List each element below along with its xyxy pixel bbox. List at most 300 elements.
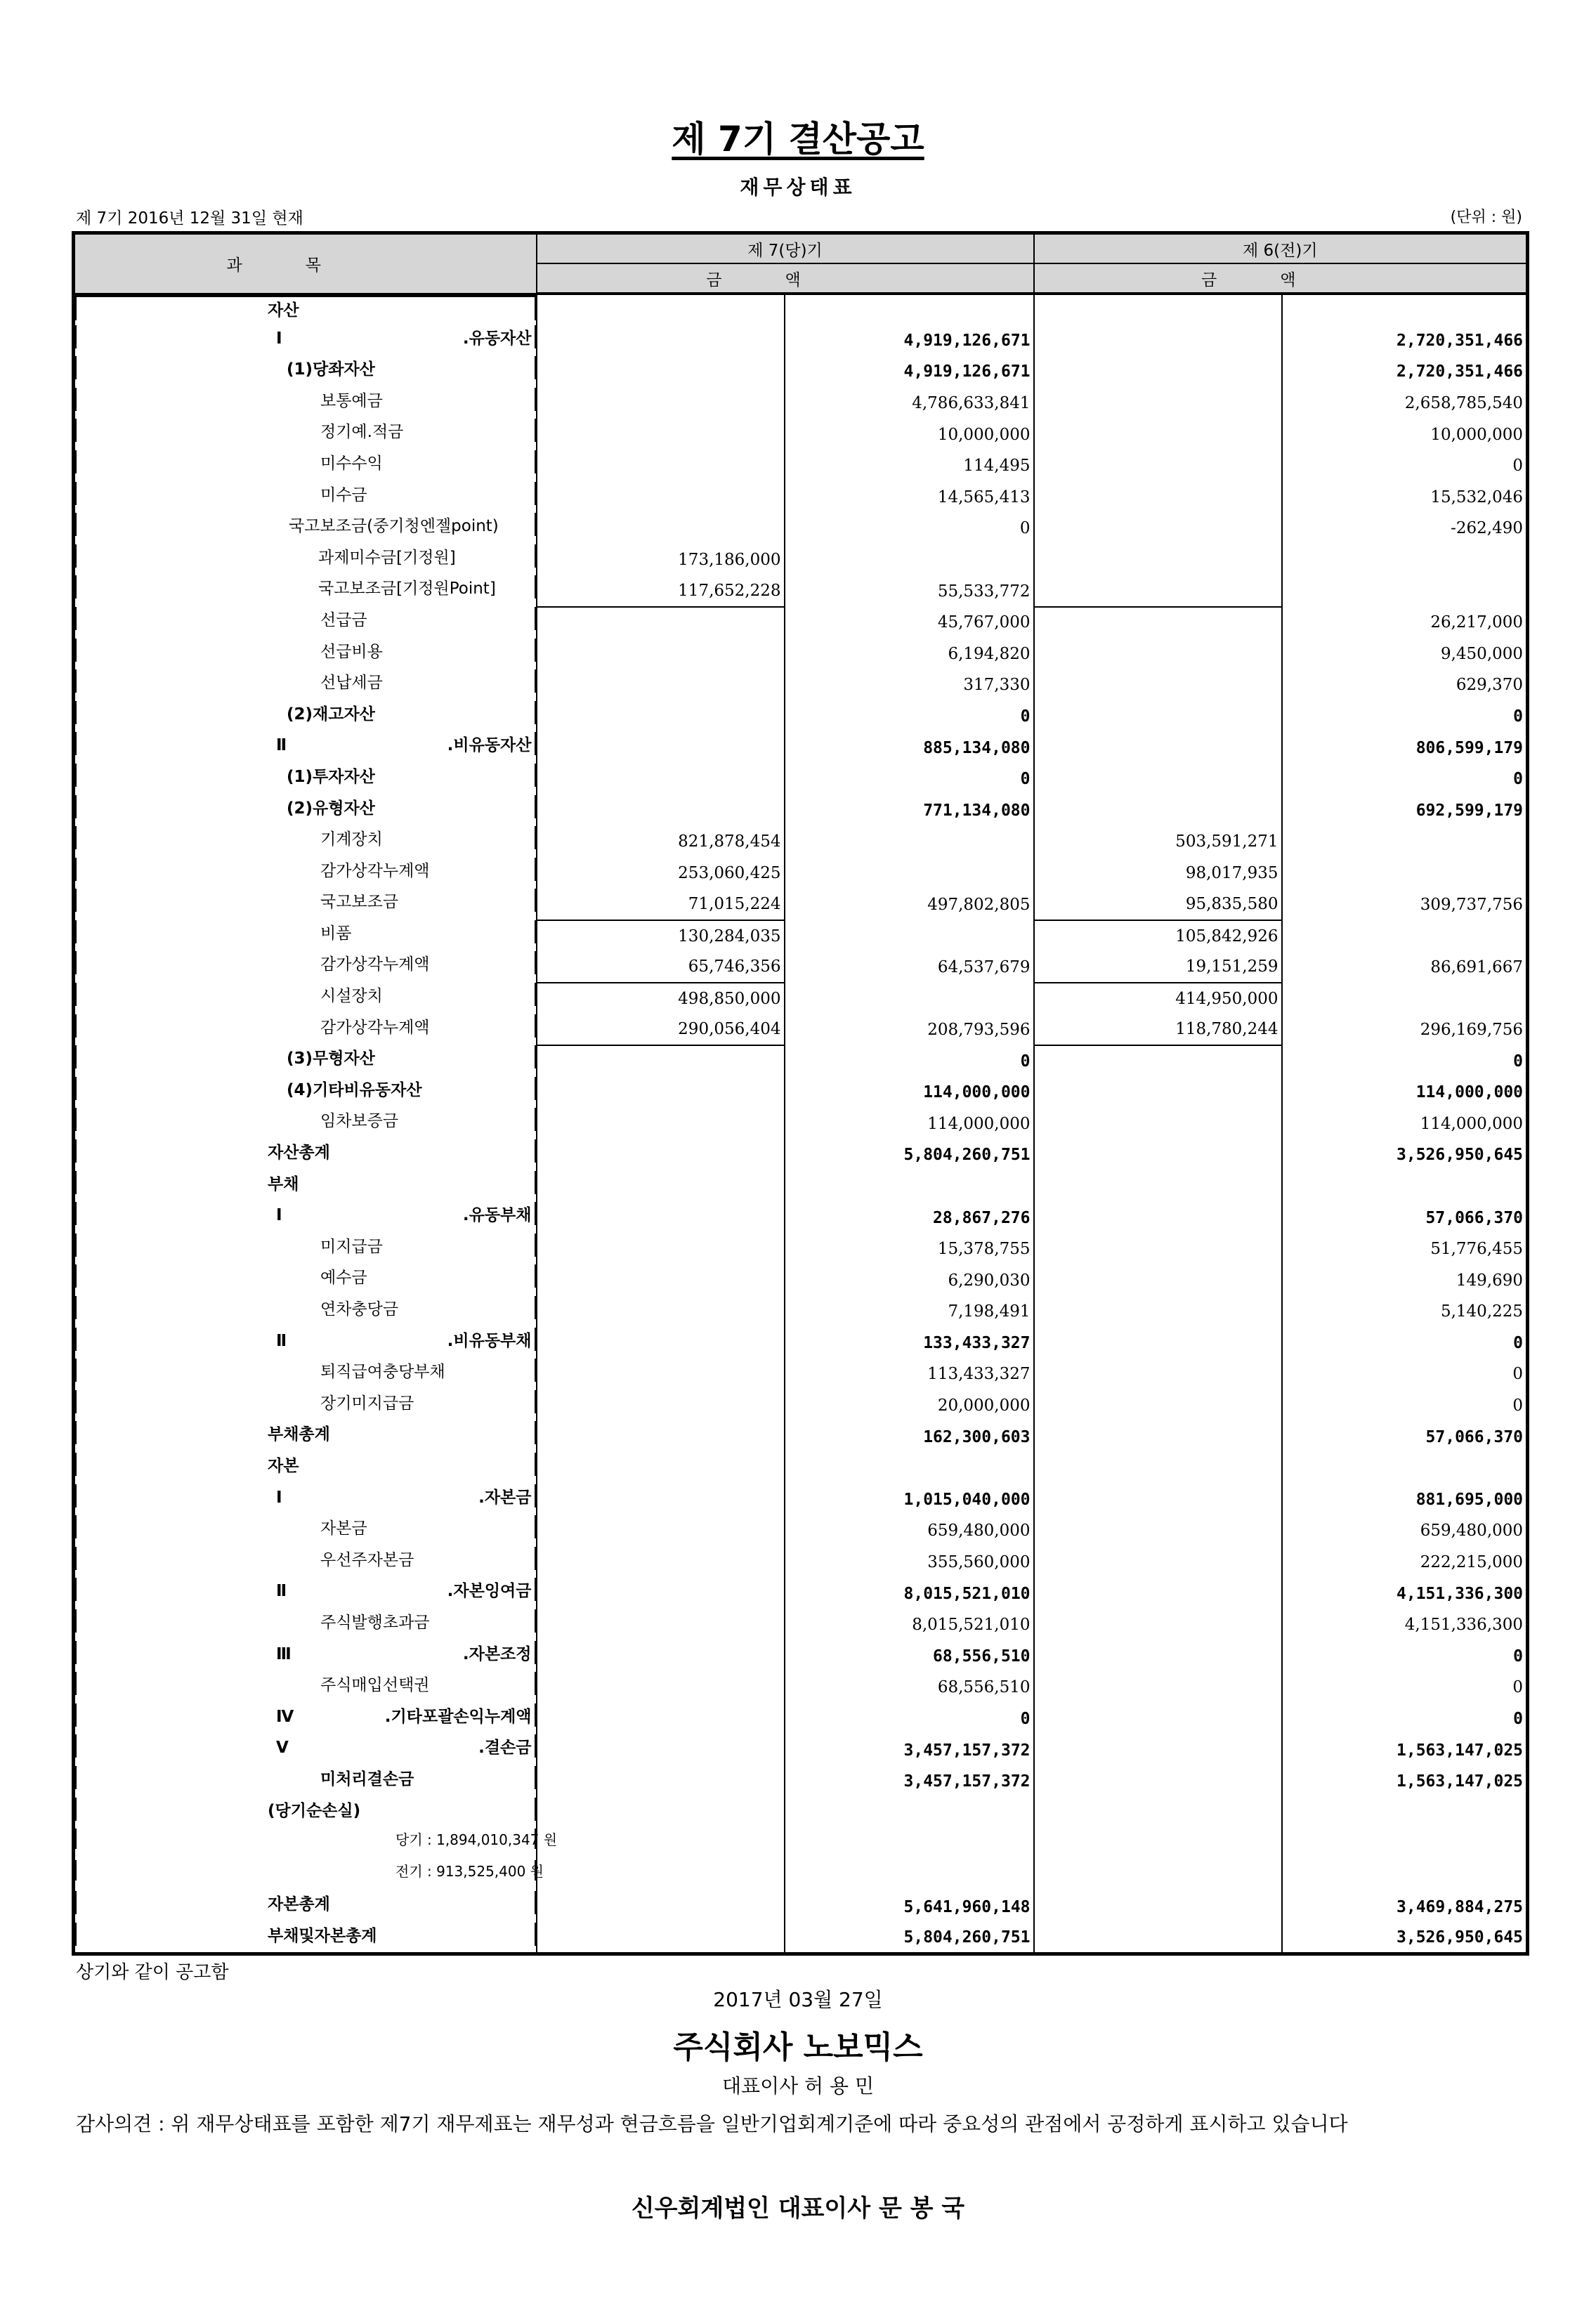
account-label: (3)무형자산 [287, 1049, 375, 1068]
account-label-cell [75, 1578, 536, 1601]
table-row [74, 1641, 1528, 1673]
amount-c1 [537, 1860, 785, 1892]
account-label-cell [75, 1923, 536, 1946]
amount-c2: 10,000,000 [785, 419, 1034, 450]
amount-p2: 881,695,000 [1282, 1484, 1528, 1516]
amount-c1: 65,746,356 [537, 951, 785, 983]
amount-p1 [1034, 1547, 1282, 1578]
account-label-cell [75, 795, 536, 818]
account-label-cell [75, 732, 536, 755]
amount-c1: 173,186,000 [537, 544, 785, 576]
amount-p2: 0 [1282, 1045, 1528, 1077]
table-row [74, 356, 1528, 388]
amount-c2: 45,767,000 [785, 607, 1034, 639]
amount-p1 [1034, 1609, 1282, 1641]
amount-c2: 8,015,521,010 [785, 1578, 1034, 1609]
account-label: 감가상각누계액 [320, 1018, 430, 1037]
amount-p1 [1034, 1108, 1282, 1139]
account-label-cell [75, 1703, 536, 1727]
amount-p2: 2,658,785,540 [1282, 388, 1528, 419]
table-row [74, 482, 1528, 514]
table-row [74, 1139, 1528, 1171]
table-row [74, 826, 1528, 858]
account-label: 주식매입선택권 [320, 1676, 430, 1695]
amount-c2: 8,015,521,010 [785, 1609, 1034, 1641]
amount-p1 [1034, 1171, 1282, 1203]
amount-p2: -262,490 [1282, 513, 1528, 544]
amount-c1 [537, 1703, 785, 1735]
table-row [74, 951, 1528, 983]
amount-c2: 0 [785, 513, 1034, 544]
amount-c1: 130,284,035 [537, 920, 785, 952]
table-row [74, 1328, 1528, 1359]
account-label: (4)기타비유동자산 [287, 1080, 422, 1099]
amount-c2 [785, 1171, 1034, 1203]
account-label-cell [75, 450, 536, 473]
table-row [74, 388, 1528, 419]
account-label-cell [75, 1860, 544, 1880]
amount-p2: 51,776,455 [1282, 1234, 1528, 1265]
table-row [74, 1045, 1528, 1077]
notice-note: 상기와 같이 공고함 [76, 1962, 229, 1983]
account-label: 선급비용 [320, 642, 383, 661]
amount-p1 [1034, 1578, 1282, 1609]
amount-c1 [537, 1734, 785, 1766]
amount-c1 [537, 450, 785, 482]
table-row [74, 325, 1528, 357]
amount-p2: 57,066,370 [1282, 1421, 1528, 1453]
amount-c2: 113,433,327 [785, 1359, 1034, 1390]
amount-c2: 133,433,327 [785, 1328, 1034, 1359]
table-row [74, 764, 1528, 795]
account-label-cell [75, 1171, 536, 1194]
account-label: 정기예.적금 [320, 423, 404, 442]
account-label-cell [75, 1641, 536, 1664]
amount-p2: 3,526,950,645 [1282, 1139, 1528, 1171]
amount-p1: 503,591,271 [1034, 826, 1282, 858]
unit-label: (단위 : 원) [1450, 209, 1522, 226]
account-label-cell [75, 669, 536, 693]
amount-p1 [1034, 1077, 1282, 1108]
table-row [74, 1578, 1528, 1609]
account-label-cell [75, 1390, 536, 1413]
notice-date: 2017년 03월 27일 [713, 1988, 883, 2011]
amount-c2: 4,919,126,671 [785, 356, 1034, 388]
account-label: 선급금 [320, 610, 367, 629]
amount-p1 [1034, 1860, 1282, 1892]
amount-p2 [1282, 575, 1528, 607]
amount-p2: 2,720,351,466 [1282, 325, 1528, 357]
account-label: 국고보조금 [320, 893, 399, 912]
amount-c2: 28,867,276 [785, 1202, 1034, 1234]
header-item: 과목 [74, 233, 537, 294]
amount-c1 [537, 639, 785, 670]
amount-c2: 208,793,596 [785, 1014, 1034, 1046]
account-label: 퇴직급여충당부채 [320, 1363, 445, 1382]
account-label: Ⅴ.결손금 [276, 1739, 532, 1758]
period-date: 제 7기 2016년 12월 31일 현재 [76, 209, 303, 228]
account-label: 장기미지급금 [320, 1394, 414, 1413]
account-label-cell [75, 764, 536, 787]
amount-p2: 5,140,225 [1282, 1296, 1528, 1328]
account-label: Ⅳ.기타포괄손익누계액 [276, 1707, 532, 1726]
account-label: 당기 : 1,894,010,347 원 [395, 1831, 558, 1849]
amount-p2: 629,370 [1282, 669, 1528, 701]
header-current-amount: 금액 [537, 263, 1034, 294]
table-row [74, 1734, 1528, 1766]
amount-c2: 0 [785, 701, 1034, 733]
amount-p1 [1034, 356, 1282, 388]
amount-c2: 317,330 [785, 669, 1034, 701]
account-label: 보통예금 [320, 391, 383, 410]
amount-c1 [537, 1234, 785, 1265]
account-label: 자산총계 [268, 1144, 330, 1163]
account-label-cell [75, 1359, 536, 1382]
amount-p2 [1282, 983, 1528, 1014]
amount-c1 [537, 1296, 785, 1328]
account-label-cell [75, 1108, 536, 1131]
account-label-cell [75, 1515, 536, 1538]
amount-c1: 498,850,000 [537, 983, 785, 1014]
amount-p2: 149,690 [1282, 1264, 1528, 1296]
amount-p2: 0 [1282, 1703, 1528, 1735]
amount-c1 [537, 419, 785, 450]
account-label: 미처리결손금 [320, 1770, 414, 1788]
amount-p1 [1034, 639, 1282, 670]
amount-c2: 0 [785, 764, 1034, 795]
amount-c1 [537, 607, 785, 639]
account-label: 선납세금 [320, 674, 383, 693]
amount-c2: 114,000,000 [785, 1077, 1034, 1108]
account-label: Ⅰ.유동부채 [276, 1206, 532, 1225]
amount-p1: 98,017,935 [1034, 858, 1282, 889]
amount-c2: 162,300,603 [785, 1421, 1034, 1453]
account-label: 우선주자본금 [320, 1550, 414, 1569]
table-row [74, 450, 1528, 482]
account-label-cell [75, 1234, 536, 1257]
amount-c1 [537, 1202, 785, 1234]
amount-p1 [1034, 1766, 1282, 1798]
amount-c1 [537, 1798, 785, 1829]
amount-p2: 0 [1282, 1390, 1528, 1422]
amount-c1: 71,015,224 [537, 889, 785, 920]
account-label: 주식발행초과금 [320, 1613, 430, 1632]
amount-p1 [1034, 1421, 1282, 1453]
amount-c1 [537, 356, 785, 388]
amount-c1 [537, 764, 785, 795]
account-label: 연차충당금 [320, 1300, 399, 1319]
table-row [74, 1171, 1528, 1203]
amount-p1 [1034, 1641, 1282, 1673]
amount-p1 [1034, 701, 1282, 733]
amount-c1: 117,652,228 [537, 575, 785, 607]
table-row [74, 419, 1528, 450]
account-label-cell [75, 983, 536, 1006]
amount-p1 [1034, 1234, 1282, 1265]
table-row [74, 983, 1528, 1014]
amount-c2: 68,556,510 [785, 1672, 1034, 1703]
table-row [74, 513, 1528, 544]
account-label: 자산 [268, 301, 299, 320]
amount-p2: 3,469,884,275 [1282, 1891, 1528, 1923]
amount-p2 [1282, 920, 1528, 952]
amount-c1 [537, 1641, 785, 1673]
amount-p1 [1034, 1296, 1282, 1328]
table-row [74, 1672, 1528, 1703]
account-label: 과제미수금[기정원] [318, 548, 456, 567]
balance-sheet-table [72, 231, 1529, 1956]
header-prior-period: 제 6(전)기 [1034, 233, 1528, 264]
amount-c1 [537, 1077, 785, 1108]
amount-p1 [1034, 325, 1282, 357]
amount-c2 [785, 920, 1034, 952]
account-label-cell [75, 1421, 536, 1444]
amount-c2: 659,480,000 [785, 1515, 1034, 1547]
amount-c2: 6,194,820 [785, 639, 1034, 670]
amount-c1 [537, 388, 785, 419]
account-label: 국고보조금[기정원Point] [318, 580, 496, 598]
amount-p2: 0 [1282, 1641, 1528, 1673]
amount-p1 [1034, 607, 1282, 639]
amount-c1 [537, 1108, 785, 1139]
amount-p2: 0 [1282, 1328, 1528, 1359]
account-label: 부채 [268, 1175, 299, 1193]
amount-p2: 0 [1282, 1359, 1528, 1390]
amount-p2 [1282, 1171, 1528, 1203]
amount-p1: 118,780,244 [1034, 1014, 1282, 1046]
account-label: 자본총계 [268, 1895, 330, 1914]
amount-c1: 821,878,454 [537, 826, 785, 858]
account-label-cell [75, 1547, 536, 1570]
amount-p1 [1034, 450, 1282, 482]
amount-c1 [537, 1453, 785, 1484]
amount-c2: 5,641,960,148 [785, 1891, 1034, 1923]
table-row [74, 701, 1528, 733]
table-row [74, 1014, 1528, 1046]
account-label-cell [75, 639, 536, 662]
account-label-cell [75, 513, 536, 536]
account-label: Ⅲ.자본조정 [276, 1644, 532, 1663]
account-label: Ⅰ.유동자산 [276, 329, 532, 348]
account-label: 부채및자본총계 [268, 1926, 377, 1945]
account-label-cell [75, 1609, 536, 1633]
amount-c1 [537, 1421, 785, 1453]
amount-p1 [1034, 1453, 1282, 1484]
table-row [74, 795, 1528, 827]
account-label: (2)재고자산 [287, 705, 375, 724]
amount-p1 [1034, 1891, 1282, 1923]
table-row [74, 1484, 1528, 1516]
table-row [74, 544, 1528, 576]
table-row [74, 1359, 1528, 1390]
amount-p1 [1034, 1798, 1282, 1829]
amount-c2: 497,802,805 [785, 889, 1034, 920]
amount-p2: 0 [1282, 764, 1528, 795]
amount-c2: 3,457,157,372 [785, 1766, 1034, 1798]
account-label: 국고보조금(중기청엔젤point) [289, 517, 499, 536]
amount-p2: 9,450,000 [1282, 639, 1528, 670]
amount-c1: 253,060,425 [537, 858, 785, 889]
table-row [74, 1077, 1528, 1108]
amount-c1 [537, 732, 785, 764]
account-label-cell [75, 325, 536, 348]
account-label-cell [75, 1484, 536, 1507]
amount-c1 [537, 1609, 785, 1641]
amount-c1 [537, 1484, 785, 1516]
header-prior-amount: 금액 [1034, 263, 1528, 294]
amount-c2: 14,565,413 [785, 482, 1034, 514]
amount-p1: 19,151,259 [1034, 951, 1282, 983]
amount-p1: 95,835,580 [1034, 889, 1282, 920]
amount-c1 [537, 1672, 785, 1703]
amount-c2: 5,804,260,751 [785, 1923, 1034, 1954]
table-row [74, 1108, 1528, 1139]
account-label: Ⅱ.비유동자산 [276, 736, 532, 755]
table-row [74, 1923, 1528, 1954]
amount-c1 [537, 294, 785, 325]
amount-c1 [537, 1547, 785, 1578]
account-label-cell [75, 701, 536, 724]
account-label-cell [75, 889, 536, 912]
amount-c1 [537, 795, 785, 827]
amount-c2 [785, 983, 1034, 1014]
amount-p1 [1034, 1390, 1282, 1422]
ceo-name: 대표이사 허 용 민 [721, 2074, 875, 2098]
account-label: 미수수익 [320, 454, 383, 473]
amount-c2 [785, 1829, 1034, 1860]
amount-p1 [1034, 294, 1282, 325]
table-row [74, 1766, 1528, 1798]
amount-c2: 114,495 [785, 450, 1034, 482]
company-name: 주식회사 노보믹스 [673, 2029, 923, 2065]
table-row [74, 1390, 1528, 1422]
amount-c2 [785, 1798, 1034, 1829]
amount-c2: 6,290,030 [785, 1264, 1034, 1296]
account-label: (2)유형자산 [287, 799, 375, 818]
table-row [74, 1515, 1528, 1547]
amount-p1 [1034, 1829, 1282, 1860]
amount-p1 [1034, 1264, 1282, 1296]
table-row [74, 1202, 1528, 1234]
account-label-cell [75, 1045, 536, 1068]
amount-p1 [1034, 1139, 1282, 1171]
amount-p1 [1034, 575, 1282, 607]
amount-c1 [537, 482, 785, 514]
page-title: 제 7기 결산공고 [672, 119, 924, 159]
amount-p2: 1,563,147,025 [1282, 1766, 1528, 1798]
account-label: 감가상각누계액 [320, 955, 430, 974]
account-label-cell [75, 294, 536, 320]
amount-p2 [1282, 1829, 1528, 1860]
table-row [74, 1296, 1528, 1328]
account-label-cell [75, 419, 536, 442]
amount-c1 [537, 1515, 785, 1547]
account-label-cell [75, 1328, 536, 1351]
amount-c2: 3,457,157,372 [785, 1734, 1034, 1766]
amount-c1 [537, 1328, 785, 1359]
amount-c2: 0 [785, 1703, 1034, 1735]
amount-p2 [1282, 1453, 1528, 1484]
amount-c2: 5,804,260,751 [785, 1139, 1034, 1171]
amount-p2 [1282, 1798, 1528, 1829]
account-label: Ⅱ.비유동부채 [276, 1331, 532, 1350]
amount-p1: 105,842,926 [1034, 920, 1282, 952]
amount-p1 [1034, 1202, 1282, 1234]
table-row [74, 858, 1528, 889]
amount-p1 [1034, 544, 1282, 576]
amount-c2: 4,919,126,671 [785, 325, 1034, 357]
table-row [74, 1234, 1528, 1265]
amount-c2: 7,198,491 [785, 1296, 1034, 1328]
account-label: 미지급금 [320, 1237, 383, 1256]
account-label-cell [75, 607, 536, 630]
amount-p2: 114,000,000 [1282, 1108, 1528, 1139]
amount-c2: 20,000,000 [785, 1390, 1034, 1422]
amount-p1 [1034, 1672, 1282, 1703]
amount-p2: 1,563,147,025 [1282, 1734, 1528, 1766]
amount-p1 [1034, 482, 1282, 514]
amount-c1 [537, 1264, 785, 1296]
table-row [74, 920, 1528, 952]
table-row [74, 1609, 1528, 1641]
amount-c1 [537, 1171, 785, 1203]
account-label-cell [75, 826, 536, 849]
amount-p2: 309,737,756 [1282, 889, 1528, 920]
account-label: 비품 [320, 924, 352, 943]
account-label-cell [75, 544, 536, 568]
account-label-cell [75, 1891, 536, 1914]
account-label: 미수금 [320, 485, 367, 504]
account-label: 자본 [268, 1456, 299, 1475]
amount-c2: 0 [785, 1045, 1034, 1077]
amount-c1 [537, 1045, 785, 1077]
amount-p2: 2,720,351,466 [1282, 356, 1528, 388]
amount-p2 [1282, 544, 1528, 576]
amount-c1 [537, 1829, 785, 1860]
amount-p2 [1282, 294, 1528, 325]
table-row [74, 1703, 1528, 1735]
amount-c2: 4,786,633,841 [785, 388, 1034, 419]
account-label: 감가상각누계액 [320, 861, 430, 880]
account-label-cell [75, 951, 536, 974]
amount-p1 [1034, 795, 1282, 827]
amount-p1 [1034, 732, 1282, 764]
amount-c1 [537, 1891, 785, 1923]
amount-p1 [1034, 1328, 1282, 1359]
amount-p2: 4,151,336,300 [1282, 1578, 1528, 1609]
auditor-name: 신우회계법인 대표이사 문 봉 국 [631, 2194, 965, 2223]
account-label: 기계장치 [320, 830, 383, 849]
amount-c2: 771,134,080 [785, 795, 1034, 827]
amount-p1 [1034, 1359, 1282, 1390]
amount-p2: 0 [1282, 701, 1528, 733]
account-label-cell [75, 1264, 536, 1288]
amount-p2: 3,526,950,645 [1282, 1923, 1528, 1954]
amount-c2: 1,015,040,000 [785, 1484, 1034, 1516]
amount-p1 [1034, 1484, 1282, 1516]
amount-c1 [537, 1359, 785, 1390]
table-row [74, 669, 1528, 701]
amount-p2: 222,215,000 [1282, 1547, 1528, 1578]
amount-p2 [1282, 1860, 1528, 1892]
amount-c1 [537, 1390, 785, 1422]
amount-c1 [537, 1923, 785, 1954]
amount-p2: 0 [1282, 1672, 1528, 1703]
account-label-cell [75, 1829, 558, 1849]
amount-c2: 885,134,080 [785, 732, 1034, 764]
account-label-cell [75, 1766, 536, 1789]
account-label: 시설장치 [320, 987, 383, 1006]
